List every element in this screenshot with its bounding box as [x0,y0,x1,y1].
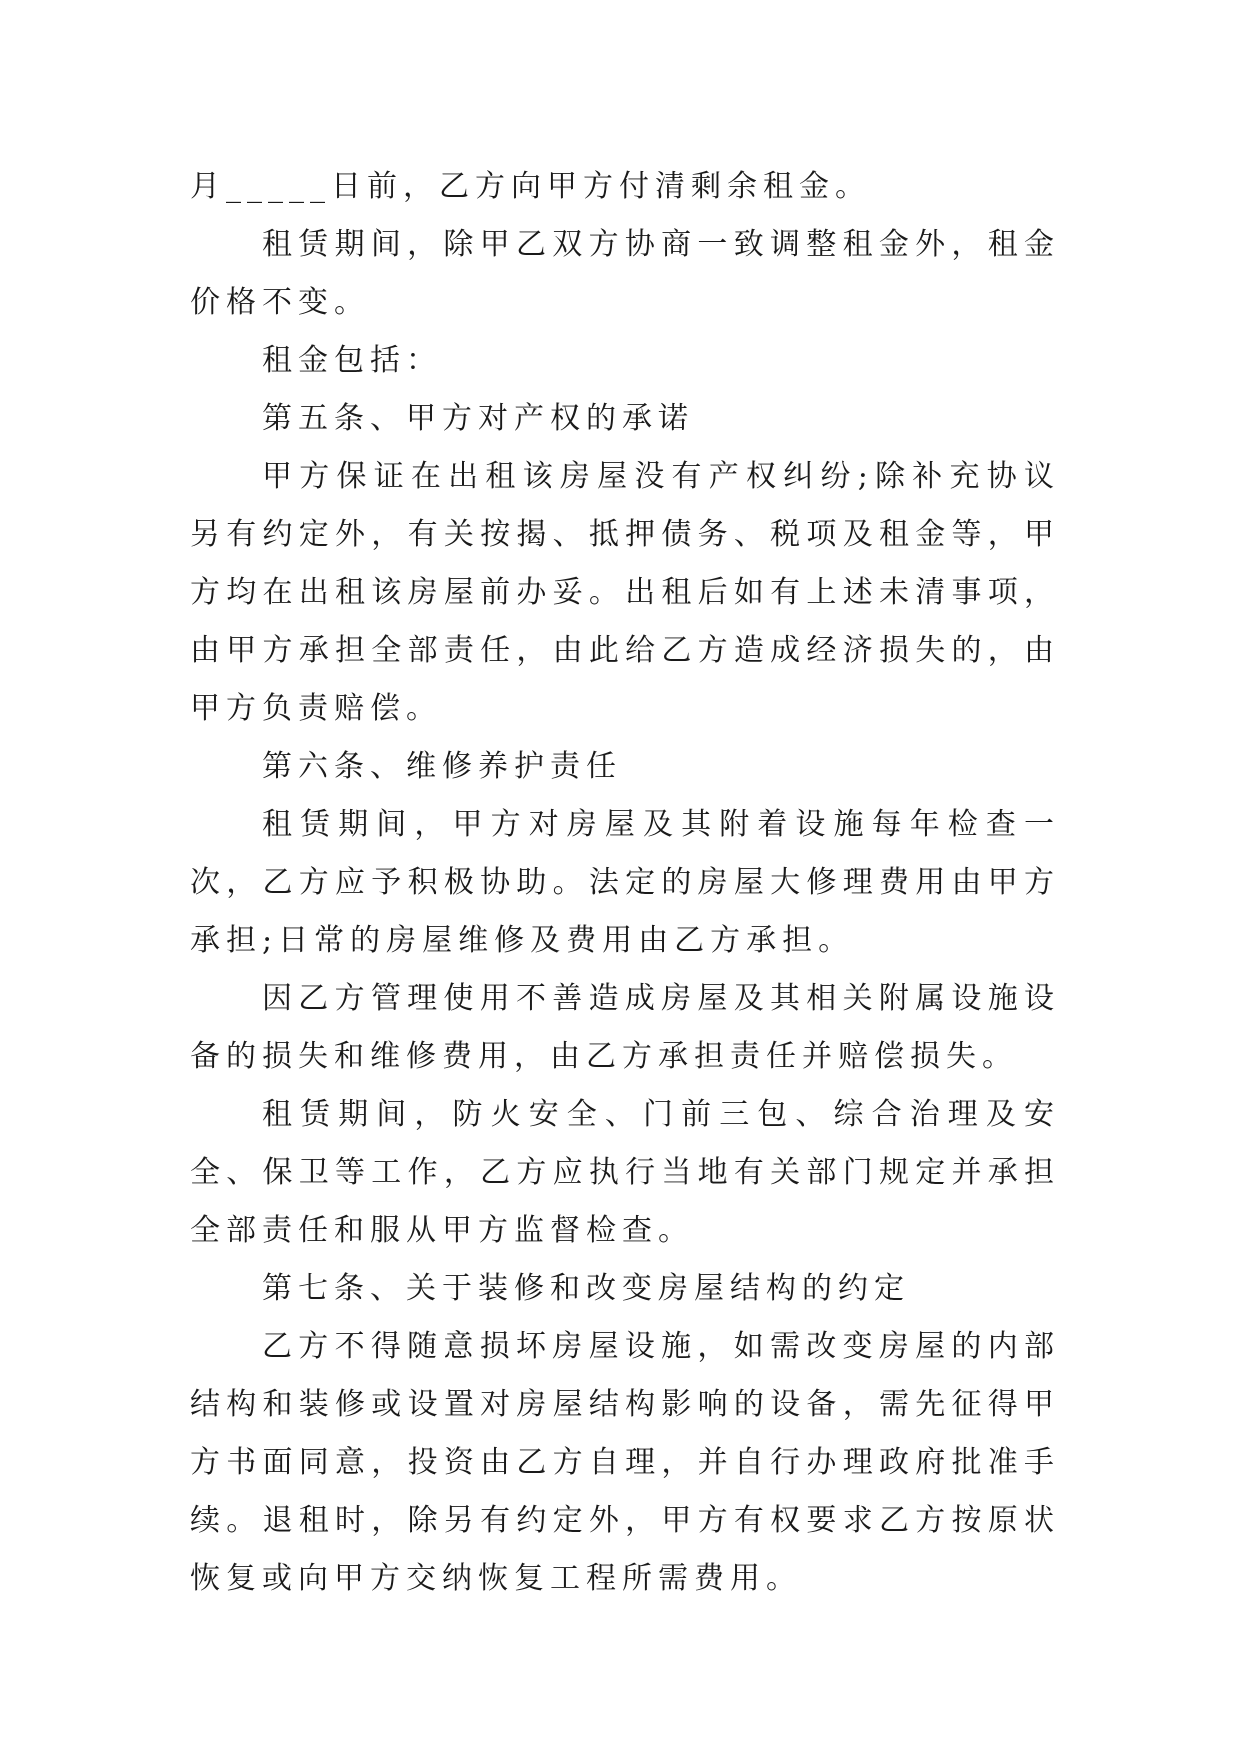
paragraph-rent-includes: 租金包括： [262,343,442,378]
paragraph-renovation-rules: 乙方不得随意损坏房屋设施，如需改变房屋的内部结构和装修或设置对房屋结构影响的设备，需先征得甲方书面同意，投资由乙方自理，并自行办理政府批准手续。退租时，除另有约定外，甲方有权要求乙方按原状恢复或向甲方交纳恢复工程所需费用。 [190,1329,1060,1596]
paragraph-rent-unchanged: 租赁期间，除甲乙双方协商一致调整租金外，租金价格不变。 [190,227,1060,320]
paragraph-ownership-guarantee: 甲方保证在出租该房屋没有产权纠纷;除补充协议另有约定外，有关按揭、抵押债务、税项及租金等，甲方均在出租该房屋前办妥。出租后如有上述未清事项，由甲方承担全部责任，由此给乙方造成经济损失的，由甲方负责赔偿。 [190,459,1060,726]
heading-article-6: 第六条、维修养护责任 [262,749,622,784]
heading-article-7: 第七条、关于装修和改变房屋结构的约定 [262,1271,910,1306]
paragraph-damage-liability: 因乙方管理使用不善造成房屋及其相关附属设施设备的损失和维修费用，由乙方承担责任并赔偿损失。 [190,981,1060,1074]
paragraph-safety-duties: 租赁期间，防火安全、门前三包、综合治理及安全、保卫等工作，乙方应执行当地有关部门规定并承担全部责任和服从甲方监督检查。 [190,1097,1060,1248]
heading-article-5: 第五条、甲方对产权的承诺 [262,401,694,436]
document-body [190,158,1060,1608]
paragraph-rent-payment-date: 月_____日前，乙方向甲方付清剩余租金。 [190,169,871,204]
paragraph-annual-inspection: 租赁期间，甲方对房屋及其附着设施每年检查一次，乙方应予积极协助。法定的房屋大修理费用由甲方承担;日常的房屋维修及费用由乙方承担。 [190,807,1060,958]
